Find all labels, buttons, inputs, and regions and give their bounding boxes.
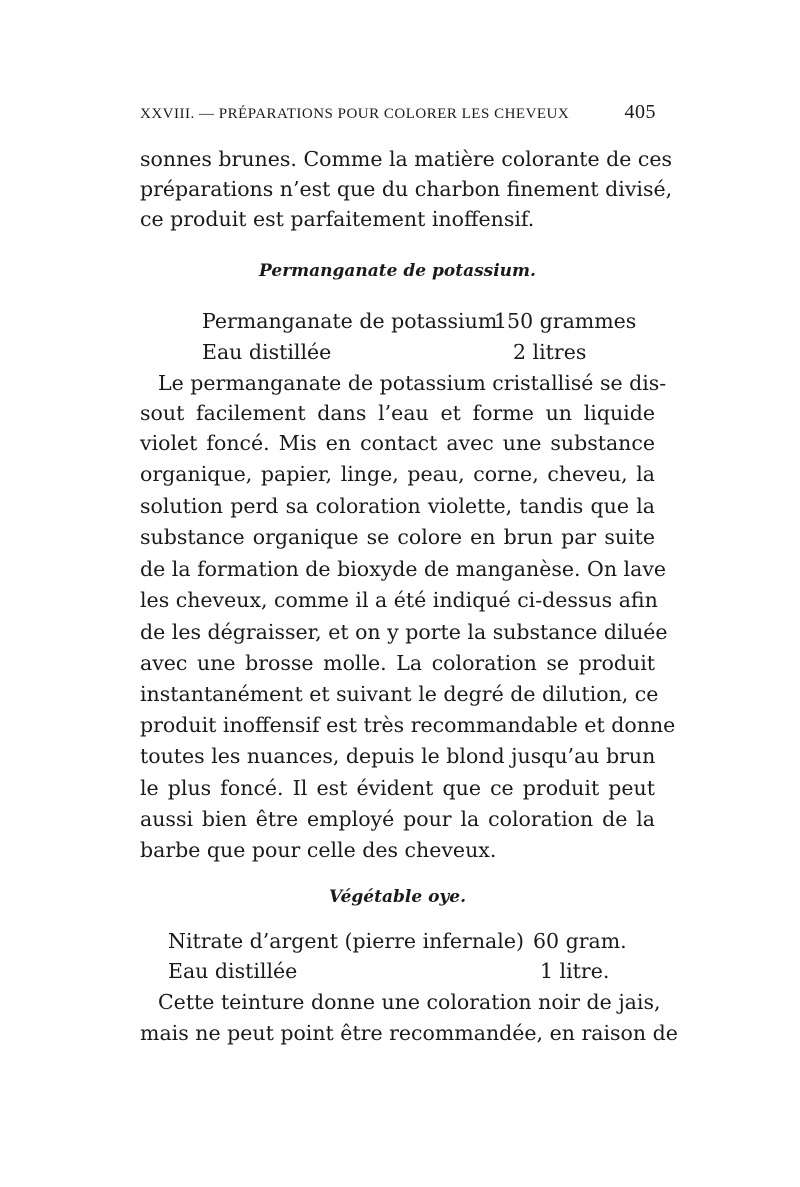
- text-line: solution perd sa coloration violette, tandis que la: [140, 494, 655, 518]
- page-number: 405: [624, 101, 656, 123]
- recipe-quantity: 1 litre.: [540, 959, 610, 983]
- text-line: mais ne peut point être recommandée, en raison de: [140, 1021, 678, 1045]
- text-line: produit inoffensif est très recommandable et donne: [140, 713, 676, 737]
- text-line: ce produit est parfaitement inoffensif.: [140, 207, 535, 231]
- recipe-quantity: 2 litres: [513, 340, 587, 364]
- recipe-row: [168, 956, 628, 986]
- recipe-ingredient: Eau distillée: [202, 340, 332, 364]
- section-title: Végétable oye.: [328, 887, 467, 907]
- text-line: sonnes brunes. Comme la matière colorante de ces: [140, 147, 673, 171]
- section-title: Permanganate de potassium.: [259, 261, 536, 281]
- text-line: préparations n’est que du charbon finement divisé,: [140, 177, 673, 201]
- running-head-title: XXVIII. — PRÉPARATIONS POUR COLORER LES CHEVEUX: [140, 106, 570, 122]
- text-line: les cheveux, comme il a été indiqué ci-dessus afin: [140, 588, 658, 612]
- text-line: de la formation de bioxyde de manganèse. On lave: [140, 557, 667, 581]
- text-line: substance organique se colore en brun par suite: [140, 525, 655, 549]
- recipe-ingredient: Nitrate d’argent (pierre infernale): [168, 929, 524, 953]
- text-line: Cette teinture donne une coloration noir de jais,: [158, 990, 661, 1014]
- recipe-row: [202, 337, 622, 367]
- text-line: avec une brosse molle. La coloration se produit: [140, 651, 655, 675]
- text-line: aussi bien être employé pour la coloration de la: [140, 807, 655, 831]
- recipe-row: [202, 306, 637, 336]
- text-line: organique, papier, linge, peau, corne, cheveu, la: [140, 462, 655, 486]
- text-line: Le permanganate de potassium cristallisé se dis-: [158, 371, 667, 395]
- text-line: instantanément et suivant le degré de dilution, ce: [140, 682, 659, 706]
- text-line: barbe que pour celle des cheveux.: [140, 838, 497, 862]
- recipe-quantity: 60 gram.: [533, 929, 627, 953]
- recipe-row: [168, 926, 628, 956]
- text-line: sout facilement dans l’eau et forme un liquide: [140, 401, 655, 425]
- recipe-ingredient: Eau distillée: [168, 959, 298, 983]
- running-head: [140, 101, 656, 128]
- text-line: de les dégraisser, et on y porte la substance diluée: [140, 620, 668, 644]
- recipe-ingredient: Permanganate de potassium: [202, 309, 498, 333]
- recipe-quantity: 150 grammes: [494, 309, 637, 333]
- text-line: violet foncé. Mis en contact avec une substance: [140, 431, 655, 455]
- text-line: toutes les nuances, depuis le blond jusqu’au brun: [140, 744, 656, 768]
- text-line: le plus foncé. Il est évident que ce produit peut: [140, 776, 655, 800]
